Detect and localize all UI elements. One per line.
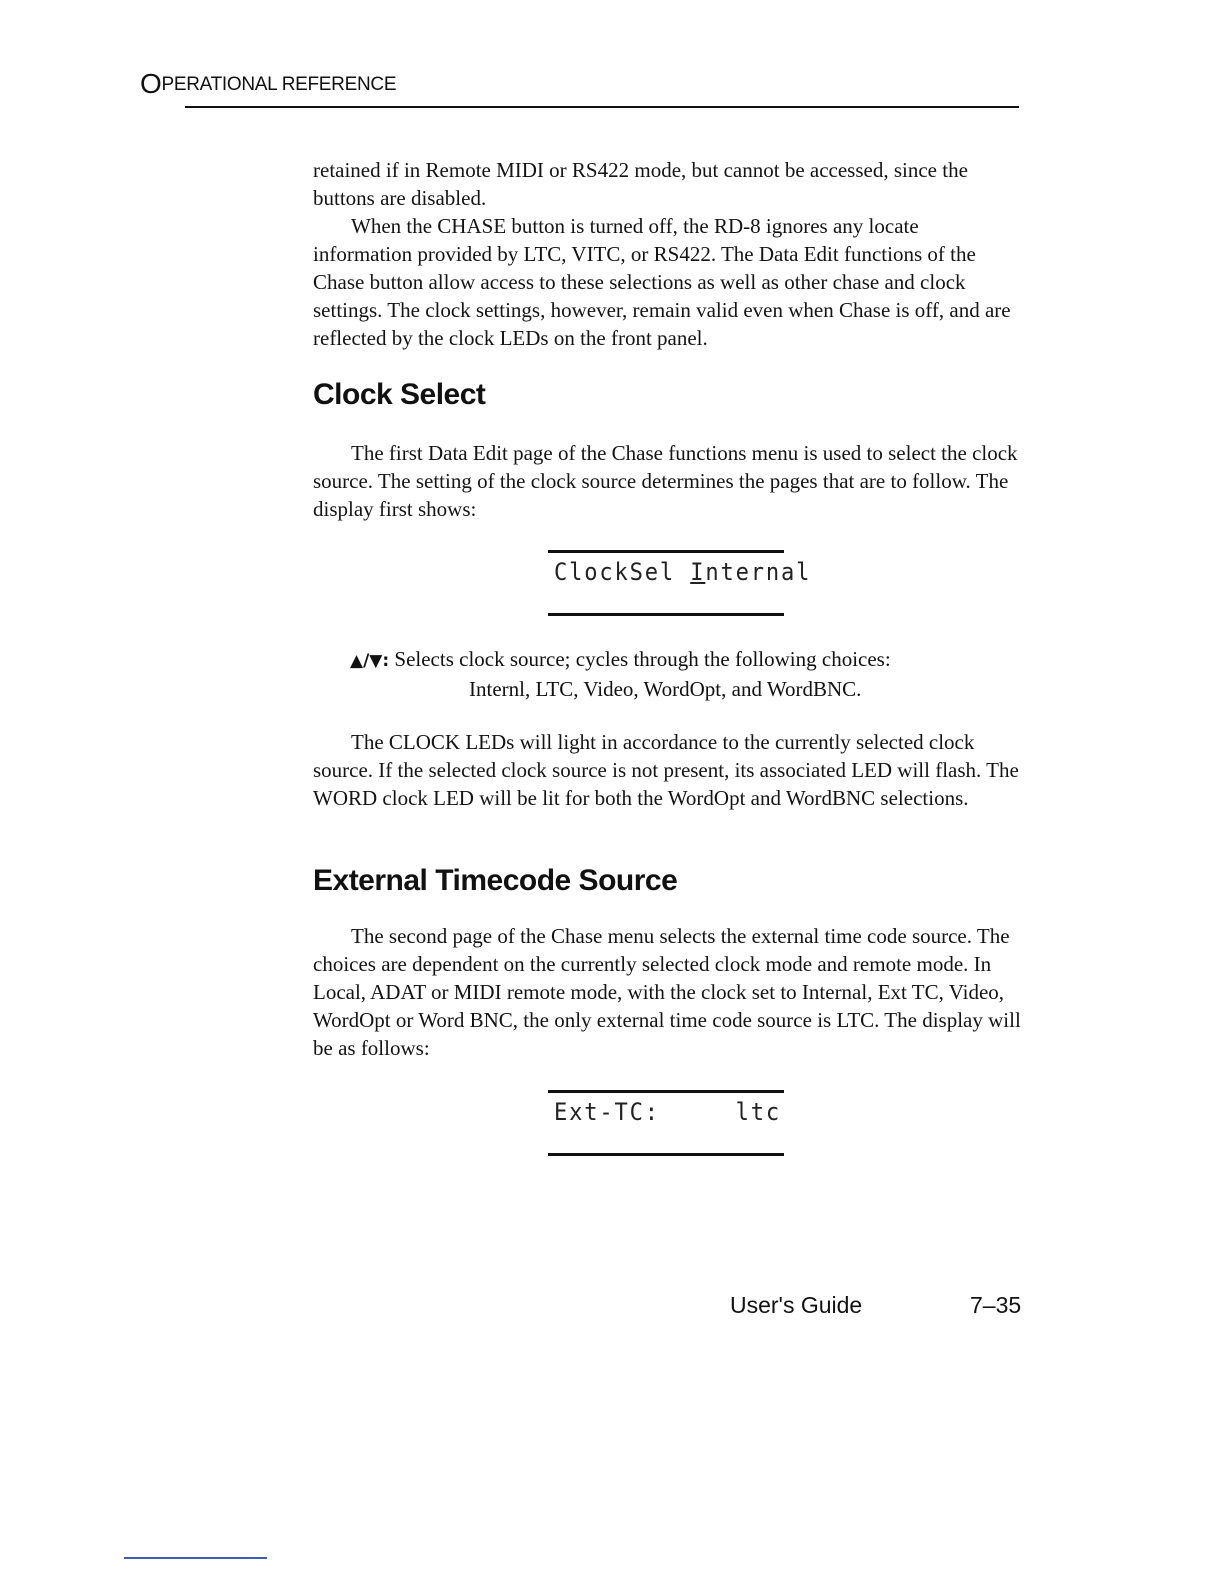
intro-paragraph-2: When the CHASE button is turned off, the RD-8 ignores any locate information provided by LTC, VITC, or RS422. The Data Edit functions of the Chase button allow access to these selections as well as other chase and clock settings. The clock settings, however, remain valid even when Chase is off, and are reflected by the clock LEDs on the front panel. [313, 214, 1011, 350]
display-top-rule [548, 1090, 784, 1093]
clock-select-paragraph-1: The first Data Edit page of the Chase functions menu is used to select the clock source. The setting of the clock source determines the pages that are to follow. The display first shows: [313, 441, 1018, 521]
external-timecode-display [548, 1090, 784, 1156]
arrow-key-line-1 [350, 645, 1030, 675]
external-timecode-display-text: Ext-TC: ltc [554, 1098, 782, 1126]
clock-select-leds [313, 728, 1023, 812]
intro-paragraph-1: retained if in Remote MIDI or RS422 mode, but cannot be accessed, since the buttons are disabled. [313, 158, 968, 210]
clock-select-paragraph-2: The CLOCK LEDs will light in accordance to the currently selected clock source. If the selected clock source is not present, its associated LED will flash. The WORD clock LED will be lit for both the WordOpt and WordBNC selections. [313, 730, 1019, 810]
header-title-initial: O [140, 68, 162, 99]
footer-guide-title: User's Guide [730, 1292, 863, 1318]
header-rule [185, 106, 1019, 108]
display-label: ClockSel [554, 558, 691, 586]
running-header [140, 70, 1020, 99]
display-bottom-rule [548, 613, 784, 616]
display-cursor: I [690, 558, 706, 586]
up-down-arrow-icon: ▲/▼: [350, 651, 390, 671]
clock-select-intro [313, 439, 1023, 523]
external-timecode-paragraph-1: The second page of the Chase menu selects the external time code source. The choices are dependent on the currently selected clock mode and remote mode. In Local, ADAT or MIDI remote mode, with the clock set to Internal, Ext TC, Video, WordOpt or Word BNC, the only external time code source is LTC. The display will be as follows: [313, 924, 1021, 1060]
header-title-rest: PERATIONAL REFERENCE [161, 74, 397, 95]
external-timecode-intro [313, 922, 1023, 1062]
clock-select-display [548, 550, 812, 616]
clock-select-heading: Clock Select [313, 378, 486, 411]
clock-select-display-text [554, 558, 812, 586]
bottom-decorative-rule [124, 1557, 267, 1559]
display-value: nternal [705, 558, 812, 586]
display-bottom-rule [548, 1153, 784, 1156]
footer-page-number: 7–35 [970, 1292, 1022, 1318]
header-title [140, 70, 1020, 99]
display-top-rule [548, 550, 784, 553]
intro-section [313, 156, 1023, 352]
arrow-key-line-2: Internl, LTC, Video, WordOpt, and WordBNC. [469, 677, 862, 701]
arrow-key-text: Selects clock source; cycles through the following choices: [394, 647, 891, 671]
arrow-key-description [350, 645, 1030, 703]
external-timecode-heading: External Timecode Source [313, 864, 678, 897]
